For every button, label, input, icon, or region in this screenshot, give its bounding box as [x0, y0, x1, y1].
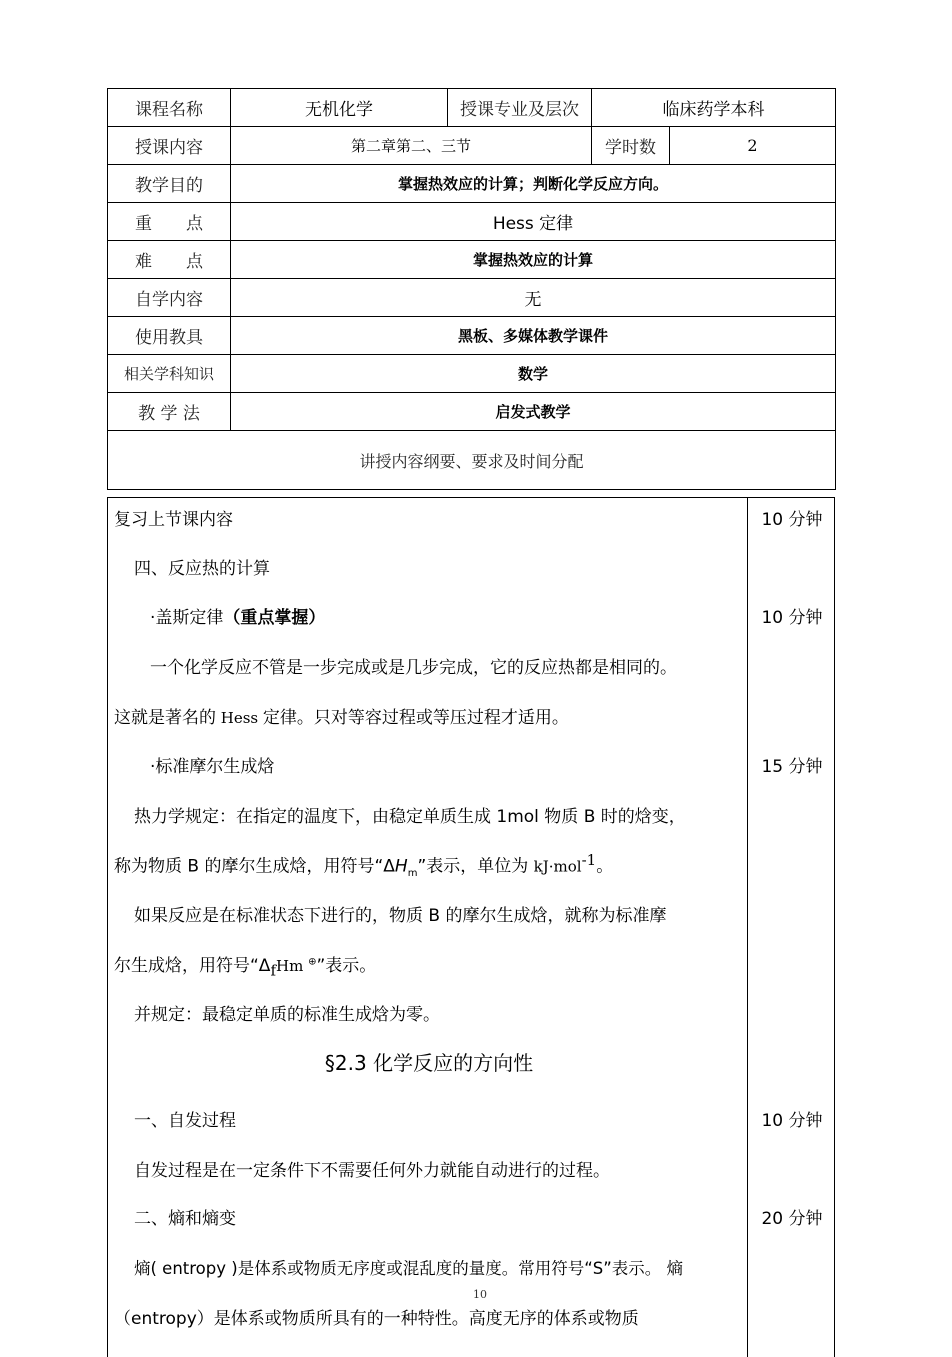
difficulty-label: 难 点 — [108, 241, 231, 279]
hours-label: 学时数 — [592, 127, 670, 165]
time-entropy: 20 分钟 — [761, 1209, 823, 1229]
hess-title-line — [150, 603, 780, 628]
page-number: 10 — [473, 1288, 487, 1301]
course-name-label: 课程名称 — [108, 89, 231, 127]
hess-line-2b: Hess — [216, 709, 263, 727]
std-enthalpy-title: ·标准摩尔生成焓 — [150, 757, 275, 777]
std-line-2b: f — [270, 961, 276, 980]
section-heading: §2.3 化学反应的方向性 — [324, 1051, 534, 1075]
content-value: 第二章第二、三节 — [231, 127, 592, 165]
hess-line-2a: 这就是著名的 — [114, 708, 216, 728]
spontaneous-definition: 自发过程是在一定条件下不需要任何外力就能自动进行的过程。 — [134, 1161, 610, 1181]
section-4-title: 四、反应热的计算 — [134, 559, 270, 579]
hess-line-2 — [114, 703, 744, 728]
time-std-enthalpy: 15 分钟 — [761, 757, 823, 777]
entropy-line-2: （entropy）是体系或物质所具有的一种特性。高度无序的体系或物质 — [114, 1309, 639, 1329]
related-label: 相关学科知识 — [108, 355, 231, 393]
thermo-line-2d: ”表示，单位为 — [417, 856, 534, 877]
course-info-table — [107, 88, 836, 490]
major-label: 授课专业及层次 — [448, 89, 592, 127]
key-value: Hess 定律 — [231, 203, 836, 241]
row-course-name — [108, 89, 836, 127]
time-spontaneous: 10 分钟 — [761, 1111, 823, 1131]
difficulty-value: 掌握热效应的计算 — [231, 241, 836, 279]
hess-title: ·盖斯定律 — [150, 608, 224, 628]
entropy-title: 二、熵和熵变 — [134, 1209, 236, 1229]
rule-line: 并规定：最稳定单质的标准生成焓为零。 — [134, 1005, 440, 1025]
hess-line-2c: 定律。只对等容过程或等压过程才适用。 — [262, 708, 569, 728]
hess-line-1: 一个化学反应不管是一步完成或是几步完成，它的反应热都是相同的。 — [150, 658, 677, 678]
row-outline — [108, 431, 836, 490]
thermo-line-2a: 称为物质 B 的摩尔生成焓，用符号“Δ — [114, 856, 395, 877]
outline-label: 讲授内容纲要、要求及时间分配 — [108, 431, 836, 490]
related-value: 数学 — [231, 355, 836, 393]
goal-label: 教学目的 — [108, 165, 231, 203]
thermo-line-2g: 。 — [596, 856, 614, 877]
row-goal — [108, 165, 836, 203]
self-study-label: 自学内容 — [108, 279, 231, 317]
thermo-line-2 — [114, 851, 744, 879]
course-name-value: 无机化学 — [231, 89, 448, 127]
row-difficulty — [108, 241, 836, 279]
row-content — [108, 127, 836, 165]
thermo-line-2b: H — [394, 856, 408, 877]
self-study-value: 无 — [231, 279, 836, 317]
thermo-line-1: 热力学规定：在指定的温度下，由稳定单质生成 1mol 物质 B 时的焓变， — [134, 807, 686, 827]
method-label: 教 学 法 — [108, 393, 231, 431]
std-line-2 — [114, 951, 744, 979]
std-line-2e: ”表示。 — [316, 956, 377, 976]
thermo-line-2f: -1 — [581, 851, 597, 869]
row-tools — [108, 317, 836, 355]
hess-emphasis: （重点掌握） — [223, 608, 326, 628]
content-label: 授课内容 — [108, 127, 231, 165]
goal-value: 掌握热效应的计算；判断化学反应方向。 — [231, 165, 836, 203]
row-self-study — [108, 279, 836, 317]
review-line: 复习上节课内容 — [114, 510, 233, 530]
row-method — [108, 393, 836, 431]
key-label: 重 点 — [108, 203, 231, 241]
std-line-2d: ⊕ — [308, 956, 317, 968]
std-line-1: 如果反应是在标准状态下进行的，物质 B 的摩尔生成焓，就称为标准摩 — [134, 906, 667, 926]
row-key — [108, 203, 836, 241]
thermo-line-2c: m — [407, 868, 418, 880]
thermo-line-2e: kJ·mol — [533, 857, 582, 876]
std-line-2a: 尔生成焓，用符号“Δ — [114, 956, 271, 976]
time-hess: 10 分钟 — [761, 608, 823, 628]
row-related — [108, 355, 836, 393]
tools-value: 黑板、多媒体教学课件 — [231, 317, 836, 355]
method-value: 启发式教学 — [231, 393, 836, 431]
hours-value: 2 — [670, 127, 836, 165]
spontaneous-title: 一、自发过程 — [134, 1111, 236, 1131]
entropy-line-1: 熵( entropy )是体系或物质无序度或混乱度的量度。常用符号“S”表示。 熵 — [134, 1259, 684, 1278]
tools-label: 使用教具 — [108, 317, 231, 355]
time-review: 10 分钟 — [761, 510, 823, 530]
major-value: 临床药学本科 — [592, 89, 836, 127]
std-line-2c: Hm — [276, 957, 309, 975]
